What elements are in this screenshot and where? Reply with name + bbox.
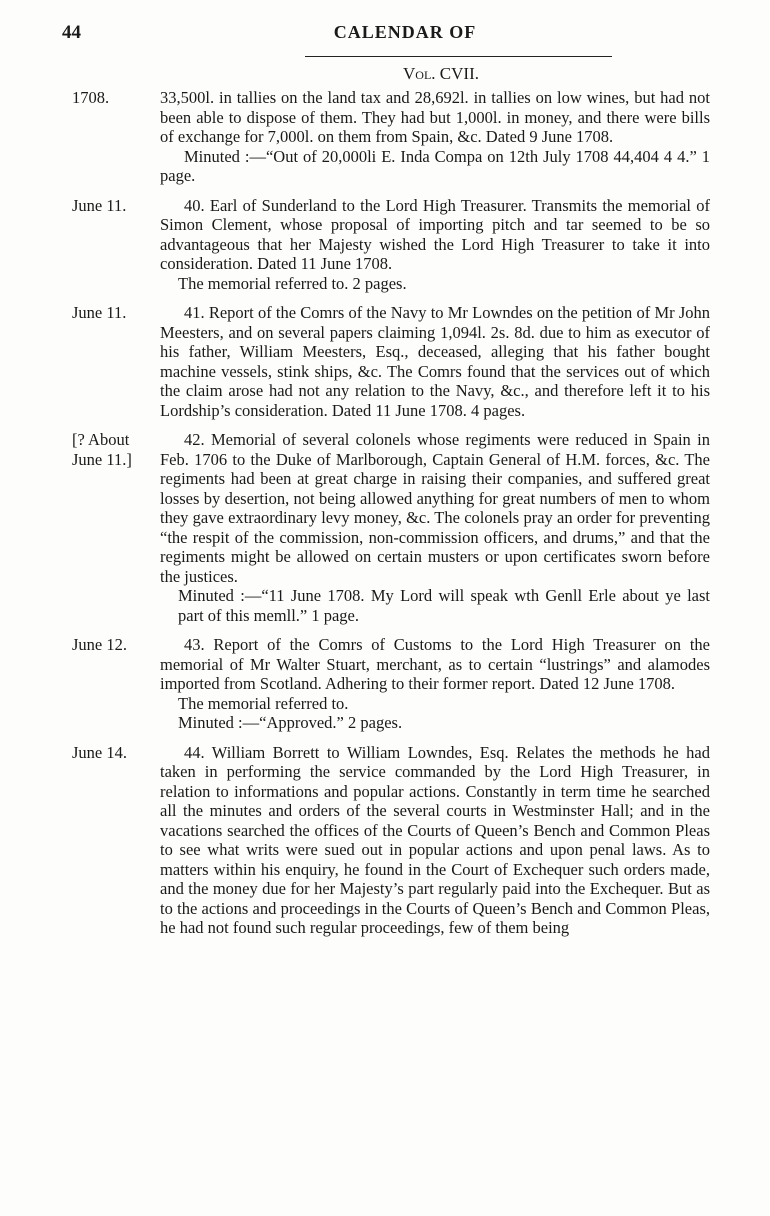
entry-40 (0, 196, 770, 294)
entry-paragraph: The memorial referred to. 2 pages. (178, 273, 407, 293)
entry-date: June 12. (72, 635, 127, 654)
entry-1708 (0, 88, 770, 186)
entry-paragraph: Minuted :—“11 June 1708. My Lord will speak wth Genll Erle about ye last part of this memll.” 1 page. (178, 586, 710, 625)
entry-date: June 11. (72, 303, 127, 322)
entries-list (0, 88, 770, 948)
entry-body (160, 196, 710, 294)
entry-body (160, 303, 710, 420)
entry-41 (0, 303, 770, 420)
entry-date: June 11. (72, 195, 127, 215)
entry-date: 1708. (72, 88, 110, 107)
entry-paragraph: Minuted :—“Approved.” 2 pages. (178, 713, 403, 732)
entry-paragraph: 43. Report of the Comrs of Customs to the Lord High Treasurer on the memorial of Mr Walter Stuart, merchant, as to certain “lustrings” and alamodes imported from Scotland. Adhering to their former report. Dated 12 June 1708. (160, 635, 710, 693)
entry-42 (0, 430, 770, 625)
entry-paragraph: 42. Memorial of several colonels whose regiments were reduced in Spain in Feb. 1706 to the Duke of Marlborough, Captain General of H.M. forces, &c. The regiments had been at great charge in raising their companies, and suffered great losses by desertion, not being allowed anything for great numbers of men to whom they gave extraordinary levy money, &c. The colonels pray an order for preventing “the respit of the commission, non-commission officers, and drums,” and that the regiments might be allowed on certain musters or upon certificates sworn before the justices. (160, 430, 710, 586)
entry-body (160, 430, 710, 625)
entry-44 (0, 743, 770, 938)
volume-label: Vol. CVII. (403, 64, 479, 83)
header-rule (305, 56, 612, 57)
entry-date: [? About June 11.] (72, 430, 132, 469)
entry-paragraph: 44. William Borrett to William Lowndes, Esq. Relates the methods he had taken in performing the service commanded by the Lord High Treasurer, in relation to informations and popular actions. Constantly in term time he searched all the minutes and orders of the several courts in Westminster Hall; and in the vacations searched the offices of the Courts of Queen’s Bench and Common Pleas to see what writs were sued out in popular actions and upon penal laws. As to matters within his enquiry, he found in the Court of Exchequer such orders made, and the money due for her Majesty’s part regularly paid into the Exchequer. But as to the actions and proceedings in the Courts of Queen’s Bench and Common Pleas, he had not found such regular proceedings, few of them being (160, 742, 710, 937)
entry-43 (0, 635, 770, 733)
entry-paragraph: 33,500l. in tallies on the land tax and 28,692l. in tallies on low wines, but had not been able to dispose of them. They had but 1,000l. in money, and there were bills of exchange for 7,000l. on them from Spain, &c. Dated 9 June 1708. (160, 88, 710, 146)
entry-paragraph: The memorial referred to. (178, 693, 349, 713)
entry-paragraph: Minuted :—“Out of 20,000li E. Inda Compa on 12th July 1708 44,404 4 4.” 1 page. (160, 146, 710, 185)
entry-paragraph: 41. Report of the Comrs of the Navy to Mr Lowndes on the petition of Mr John Meesters, and on several papers claiming 1,094l. 2s. 8d. due to him as executor of his father, William Meesters, Esq., deceased, alleging that his father bought machine vessels, stink ships, &c. The Comrs found that the services out of which the claim arose had not any relation to the Navy, &c., and therefore left it to his Lordship’s consideration. Dated 11 June 1708. 4 pages. (160, 303, 710, 420)
running-title: CALENDAR OF (333, 22, 477, 42)
entry-body (160, 635, 710, 733)
page-number: 44 (62, 22, 81, 43)
entry-body (160, 743, 710, 938)
entry-body (160, 88, 710, 186)
entry-date: June 14. (72, 742, 127, 762)
entry-paragraph: 40. Earl of Sunderland to the Lord High Treasurer. Transmits the memorial of Simon Clement, whose proposal of importing pitch and tar seemed to be so advantageous that her Majesty wished the Lord High Treasurer to take it into consideration. Dated 11 June 1708. (160, 195, 710, 273)
